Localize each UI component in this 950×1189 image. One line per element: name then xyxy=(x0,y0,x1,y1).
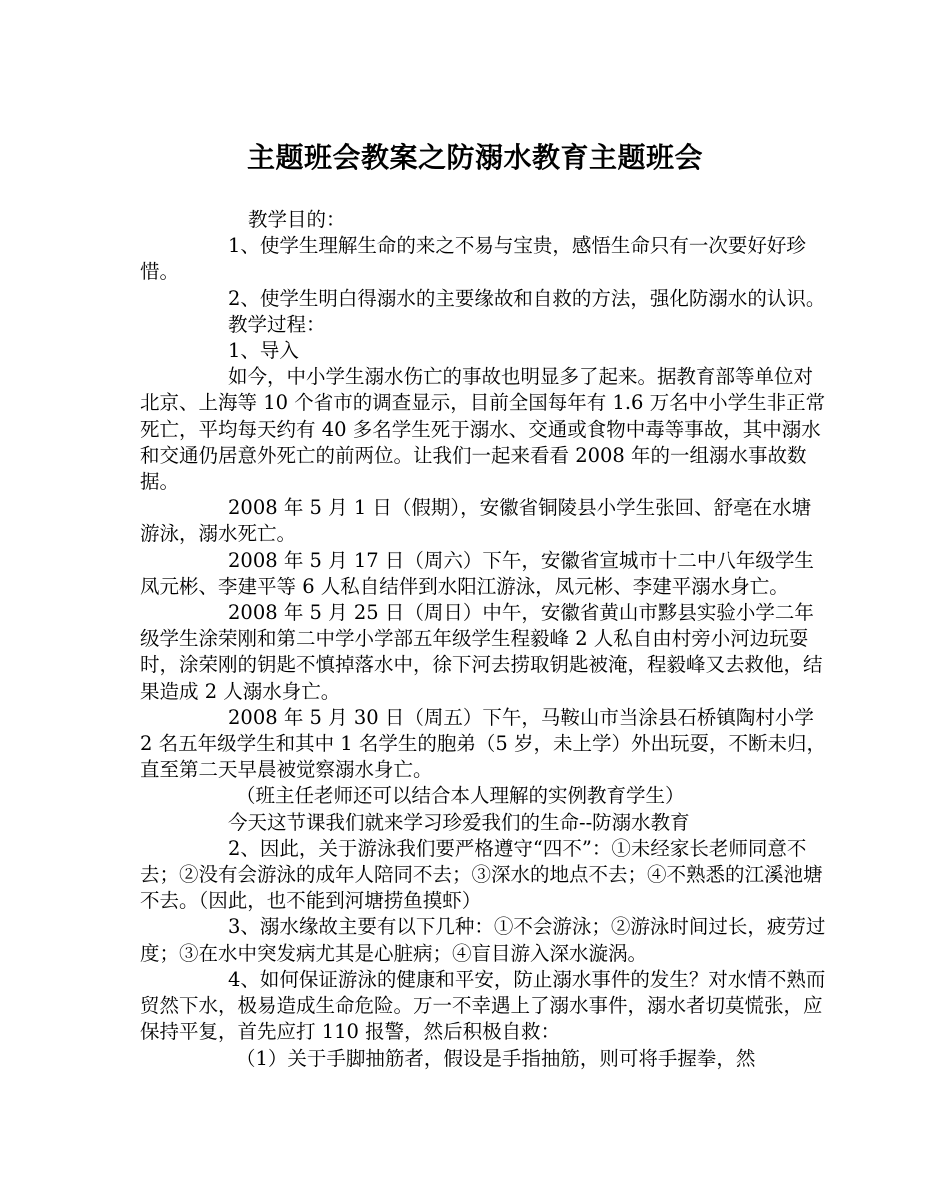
paragraph: 教学目的： xyxy=(248,208,346,231)
paragraph: 4、如何保证游泳的健康和平安，防止溺水事件的发生？对水情不熟而贸然下水，极易造成生命危险。万一不幸遇上了溺水事件，溺水者切莫慌张，应保持平复，首先应打 110 报警，然后积极自救： xyxy=(140,967,826,1044)
paragraph: 教学过程： xyxy=(228,312,326,336)
document-body xyxy=(140,207,826,1072)
paragraph: （班主任老师还可以结合本人理解的实例教育学生） xyxy=(236,784,685,808)
paragraph: 1、使学生理解生命的来之不易与宝贵，感悟生命只有一次要好好珍惜。 xyxy=(140,234,806,284)
paragraph: 如今，中小学生溺水伤亡的事故也明显多了起来。据教育部等单位对北京、上海等 10 个省市的调查显示，目前全国每年有 1.6 万名中小学生非正常死亡，平均每天约有 40 多名学生死于溺水、交通或食物中毒等事故，其中溺水和交通仍居意外死亡的前两位。让我们一起来看看 2008 年的一组溺水事故数据。 xyxy=(140,365,826,494)
paragraph: 3、溺水缘故主要有以下几种：①不会游泳；②游泳时间过长，疲劳过度；③在水中突发病尤其是心脏病；④盲目游入深水漩涡。 xyxy=(140,915,826,965)
paragraph: 今天这节课我们就来学习珍爱我们的生命--防溺水教育 xyxy=(228,810,690,834)
paragraph: 2008 年 5 月 30 日（周五）下午，马鞍山市当涂县石桥镇陶村小学 2 名五年级学生和其中 1 名学生的胞弟（5 岁，未上学）外出玩耍，不断未归，直至第二天早晨被觉察溺水身亡。 xyxy=(140,705,827,782)
document-title: 主题班会教案之防溺水教育主题班会 xyxy=(246,141,703,174)
paragraph: 2008 年 5 月 25 日（周日）中午，安徽省黄山市黟县实验小学二年级学生涂荣刚和第二中学小学部五年级学生程毅峰 2 人私自由村旁小河边玩耍时，涂荣刚的钥匙不慎掉落水中，徐下河去捞取钥匙被淹，程毅峰又去救他，结果造成 2 人溺水身亡。 xyxy=(140,601,823,703)
paragraph: 1、导入 xyxy=(228,339,299,363)
paragraph: 2008 年 5 月 17 日（周六）下午，安徽省宣城市十二中八年级学生凤元彬、李建平等 6 人私自结伴到水阳江游泳，凤元彬、李建平溺水身亡。 xyxy=(140,548,814,598)
paragraph: 2、因此，关于游泳我们要严格遵守“四不”：①未经家长老师同意不去；②没有会游泳的成年人陪同不去；③深水的地点不去；④不熟悉的江溪池塘不去。（因此，也不能到河塘捞鱼摸虾） xyxy=(140,836,823,913)
paragraph: （1）关于手脚抽筋者，假设是手指抽筋，则可将手握拳，然 xyxy=(236,1046,756,1070)
paragraph: 2008 年 5 月 1 日（假期），安徽省铜陵县小学生张回、舒亳在水塘游泳，溺水死亡。 xyxy=(140,496,812,546)
paragraph: 2、使学生明白得溺水的主要缘故和自救的方法，强化防溺水的认识。 xyxy=(228,286,826,310)
